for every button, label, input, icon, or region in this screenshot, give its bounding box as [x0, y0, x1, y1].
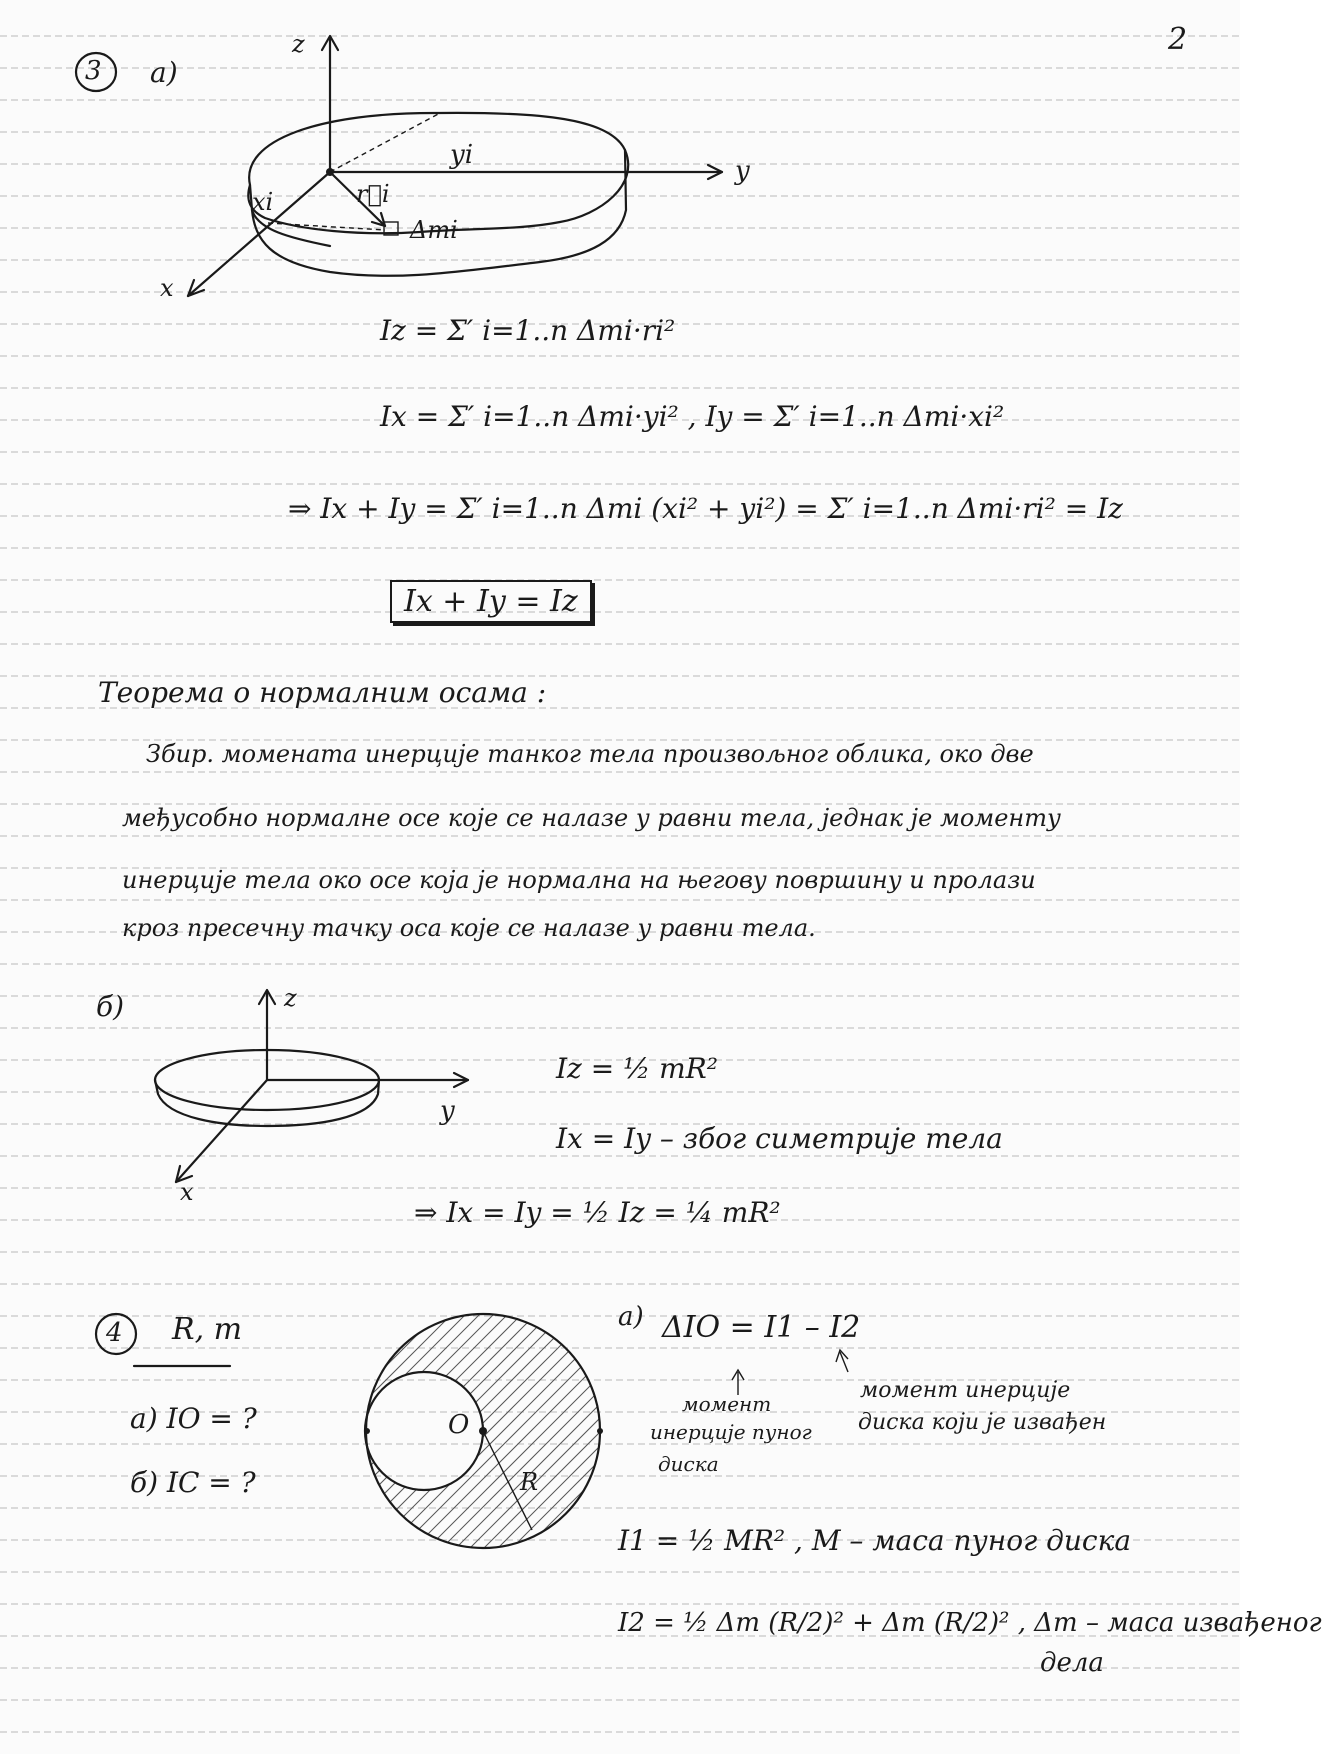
fig-b-axis-z: z	[284, 984, 297, 1012]
fig-b-axis-x: x	[180, 1178, 194, 1206]
theorem-line-2: међусобно нормалне осе које се налазе у равни тела, једнак је моменту	[122, 804, 1061, 832]
eq-I1: I1 = ½ MR² , M – маса пуног диска	[618, 1524, 1132, 1557]
note-full-disk-2: инерције пуног	[650, 1420, 812, 1444]
page-number: 2	[1168, 22, 1188, 57]
problem-3-part-a: a)	[150, 56, 178, 89]
fig-b-axis-y: y	[440, 1096, 455, 1126]
theorem-line-1: Збир. момената инерције танког тела произвољног облика, око две	[146, 740, 1034, 768]
eq-boxed-result: Ix + Iy = Iz	[390, 580, 592, 623]
note-removed-disk-2: диска који је извађен	[858, 1410, 1107, 1435]
problem-4-part-a: а)	[618, 1302, 644, 1332]
fig-a-label-xi: xi	[252, 188, 274, 216]
eq-delta-I: ΔIO = I1 – I2	[662, 1310, 861, 1345]
problem-3-number: 3	[85, 56, 102, 86]
eq-b3: ⇒ Ix = Iy = ½ Iz = ¼ mR²	[414, 1196, 781, 1229]
problem-4-question-a: а) IO = ?	[130, 1402, 257, 1435]
problem-4-number: 4	[106, 1318, 123, 1348]
eq-Iz: Iz = Σ′ i=1..n Δmi·ri²	[380, 314, 676, 347]
theorem-line-3: инерције тела око осе која је нормална на његову површину и пролази	[122, 866, 1036, 894]
note-full-disk-3: диска	[658, 1452, 719, 1476]
note-removed-disk-1: момент инерције	[860, 1378, 1071, 1403]
fig-a-label-dmi: Δmi	[410, 216, 458, 244]
problem-4-question-b: б) IC = ?	[130, 1466, 256, 1499]
problem-3-part-b: б)	[96, 990, 125, 1023]
hatch-line	[359, 1301, 619, 1561]
eq-I2: I2 = ½ Δm (R/2)² + Δm (R/2)² , Δm – маса извађеног	[618, 1608, 1322, 1638]
fig-a-axis-x: x	[160, 274, 174, 302]
fig-a-axis-y: y	[735, 156, 750, 186]
fig-4-label-R: R	[520, 1468, 539, 1496]
theorem-title: Теорема о нормалним осама :	[98, 676, 547, 709]
eq-I2-continuation: дела	[1040, 1648, 1104, 1678]
eq-Ix-Iy: Ix = Σ′ i=1..n Δmi·yi² , Iy = Σ′ i=1..n Δmi·xi²	[380, 400, 1005, 433]
problem-4-given: R, m	[172, 1312, 243, 1347]
note-pointers	[732, 1350, 848, 1395]
figure-b-disk	[155, 990, 468, 1182]
eq-b2: Ix = Iy – због симетрије тела	[556, 1122, 1003, 1155]
fig-a-label-yi: yi	[450, 140, 474, 170]
fig-a-label-ri: r⃗i	[356, 180, 390, 208]
eq-sum: ⇒ Ix + Iy = Σ′ i=1..n Δmi (xi² + yi²) = Σ′ i=1..n Δmi·ri² = Iz	[288, 492, 1123, 525]
hatch-line	[345, 1301, 605, 1561]
eq-b1: Iz = ½ mR²	[556, 1052, 718, 1085]
theorem-line-4: кроз пресечну тачку оса које се налазе у равни тела.	[122, 914, 816, 942]
fig-a-axis-z: z	[292, 30, 305, 58]
note-full-disk-1: момент	[682, 1392, 772, 1416]
fig-4-label-O: O	[448, 1410, 470, 1440]
